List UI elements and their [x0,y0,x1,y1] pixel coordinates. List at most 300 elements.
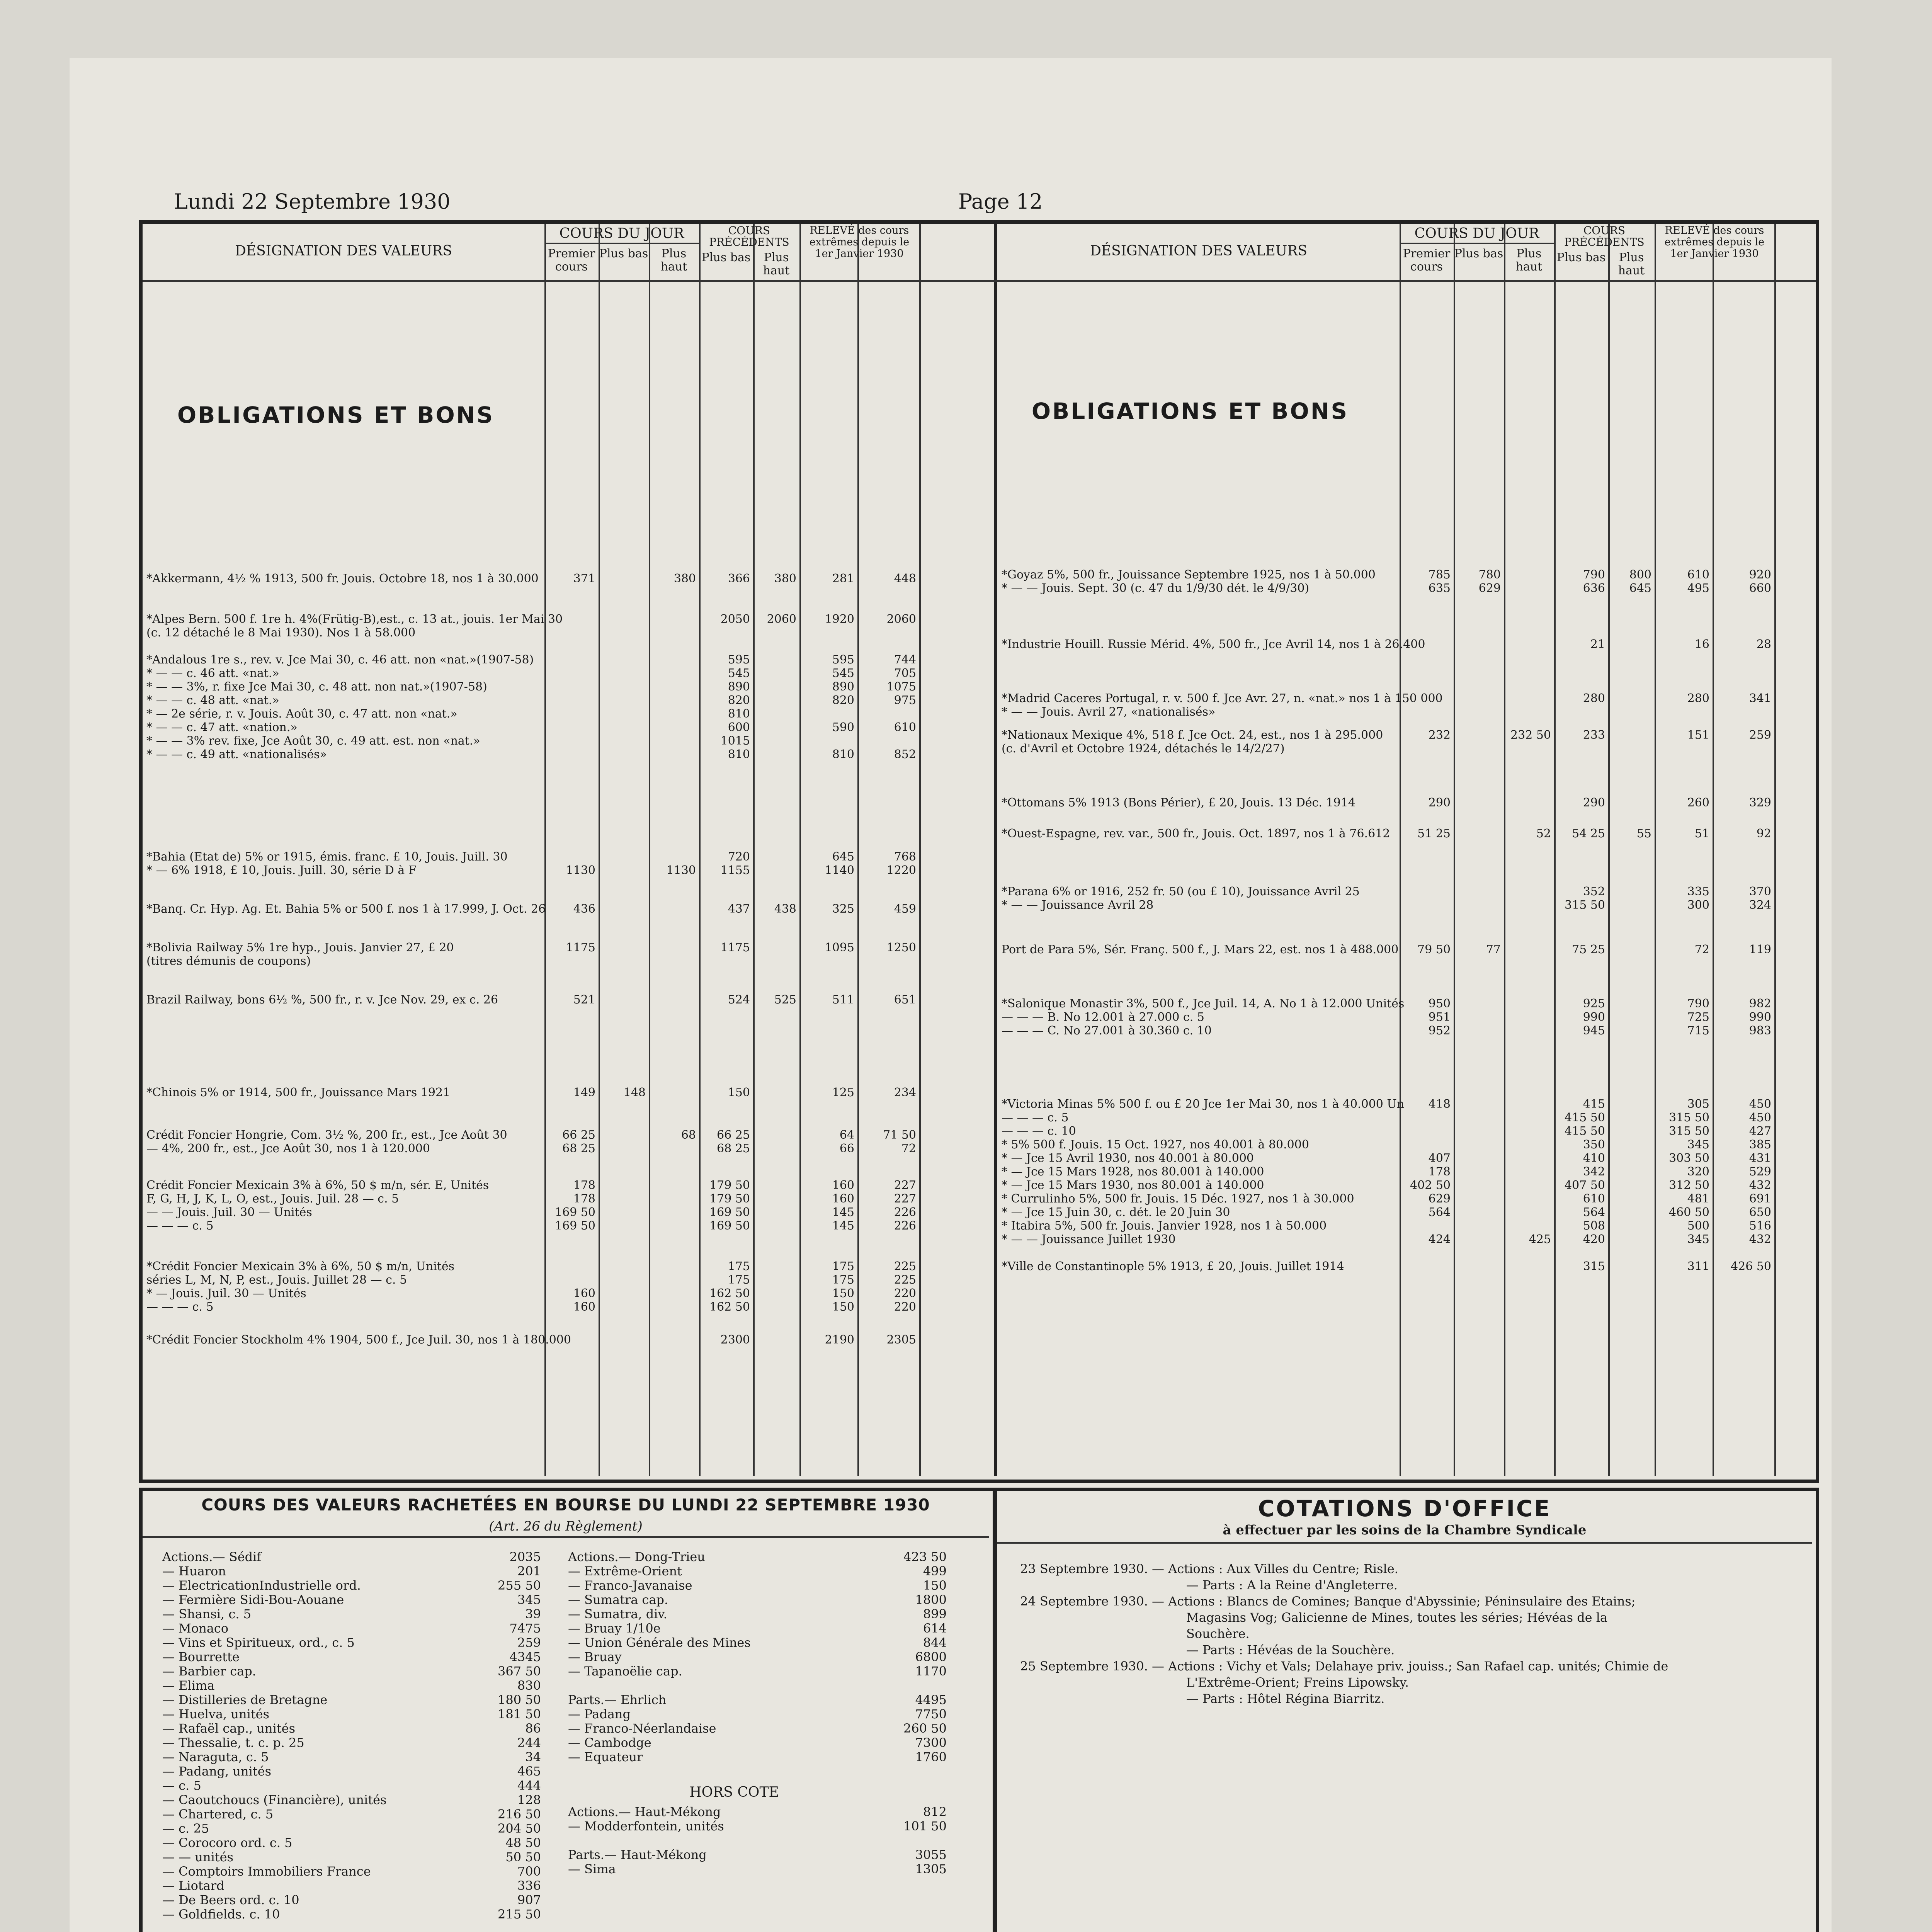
bond-value: 983 [1749,1024,1771,1037]
bond-name: * — — c. 47 att. «nation.» [146,721,298,734]
item-value: 345 [517,1592,541,1607]
bond-name: *Bolivia Railway 5% 1re hyp., Jouis. Janvier 27, £ 20 [146,941,454,954]
bond-name: — 4%, 200 fr., est., Jce Août 30, nos 1 à 120.000 [146,1142,430,1155]
bond-value: 150 [832,1300,854,1314]
bond-value: 508 [1583,1219,1605,1233]
item-value: 39 [525,1607,541,1621]
bond-row [1002,742,1770,756]
bond-value: 427 [1749,1124,1771,1138]
premier-header: Premier cours [548,247,595,274]
bond-name: * — Jce 15 Mars 1930, nos 80.001 à 140.000 [1002,1179,1264,1192]
item-label: — Equateur [568,1750,643,1764]
bond-value: 160 [832,1179,854,1192]
releve-header: RELEVÉ des cours extrêmes depuis le 1er Janvier 1930 [1664,224,1765,260]
bond-row [1002,568,1770,582]
item-value: 7300 [915,1735,947,1750]
bond-name: * — — c. 49 att. «nationalisés» [146,748,327,761]
bond-value: 925 [1583,997,1605,1010]
item-value: 844 [923,1635,947,1650]
bond-value: 890 [728,680,750,694]
bond-name: *Parana 6% or 1916, 252 fr. 50 (ou £ 10), Jouissance Avril 25 [1002,885,1360,898]
bond-name: *Ville de Constantinople 5% 1913, £ 20, Jouis. Juillet 1914 [1002,1260,1344,1273]
bond-row [146,721,915,735]
bond-value: 610 [1583,1192,1605,1206]
item-label: — Chartered, c. 5 [162,1807,274,1821]
item-label: — Naraguta, c. 5 [162,1750,269,1764]
bond-value: 2300 [720,1333,750,1347]
bond-value: 320 [1687,1165,1709,1179]
plus-haut-header: Plus haut [660,247,687,274]
bond-row [146,1086,915,1100]
bond-value: 725 [1687,1010,1709,1024]
bond-value: 160 [573,1287,595,1300]
bond-row [146,612,915,626]
item-value: 86 [525,1721,541,1736]
bond-value: 160 [573,1300,595,1314]
plus-bas-header: Plus bas [1454,247,1503,260]
item-value: 907 [517,1893,541,1907]
left-section-title: OBLIGATIONS ET BONS [177,402,495,428]
bond-name: Brazil Railway, bons 6½ %, 500 fr., r. v. Jce Nov. 29, ex c. 26 [146,993,498,1007]
bond-value: 226 [894,1206,916,1219]
bond-value: 636 [1583,582,1605,595]
bond-value: 380 [774,572,796,585]
bond-row [146,1192,915,1206]
bond-value: 341 [1749,692,1771,705]
bond-value: 227 [894,1192,916,1206]
bond-value: 1220 [886,864,916,877]
bond-value: 420 [1583,1233,1605,1246]
item-label: — Monaco [162,1621,229,1636]
bond-row [1002,1010,1770,1024]
bond-value: 72 [1694,943,1709,956]
bond-value: 226 [894,1219,916,1233]
bond-value: 820 [728,694,750,707]
bond-value: 51 25 [1417,827,1451,840]
item-label: Parts.— Ehrlich [568,1692,667,1707]
bond-value: 151 [1687,728,1709,742]
bond-name: * — Jce 15 Avril 1930, nos 40.001 à 80.000 [1002,1151,1254,1165]
bond-value: 521 [573,993,595,1007]
bond-value: 1075 [886,680,916,694]
item-label: — Caoutchoucs (Financière), unités [162,1793,387,1807]
item-value: 444 [517,1778,541,1793]
bond-value: 415 50 [1565,1111,1605,1124]
cotations-frame [994,1488,1819,1932]
item-value: 1800 [915,1592,947,1607]
bond-value: 51 [1694,827,1709,840]
bond-value: 79 50 [1417,943,1451,956]
bond-value: 418 [1428,1097,1451,1111]
bond-value: 2050 [720,612,750,626]
bond-value: 431 [1749,1151,1771,1165]
precedents-header: COURS PRÉCÉDENTS [709,224,789,248]
bond-value: 495 [1687,582,1709,595]
table-column-rule [1554,224,1556,1476]
cours-du-jour-rule [1400,243,1554,244]
item-value: 34 [525,1750,541,1764]
bond-name: * — Jce 15 Mars 1928, nos 80.001 à 140.000 [1002,1165,1264,1179]
bond-row [146,850,915,864]
item-label: — Corocoro ord. c. 5 [162,1835,293,1850]
bond-value: 160 [832,1192,854,1206]
bond-value: 790 [1583,568,1605,582]
bond-row [1002,1124,1770,1138]
cotations-title: COTATIONS D'OFFICE [1258,1495,1551,1522]
bond-value: 564 [1583,1206,1605,1219]
bond-value: 800 [1629,568,1651,582]
table-column-rule [1454,224,1455,1476]
bond-value: 545 [728,667,750,680]
bond-value: 315 [1583,1260,1605,1273]
bond-value: 290 [1428,796,1451,810]
bond-name: * — — 3% rev. fixe, Jce Août 30, c. 49 att. est. non «nat.» [146,734,480,748]
bond-row [1002,1165,1770,1179]
bond-value: 785 [1428,568,1451,582]
item-value: 4345 [509,1650,541,1664]
bond-value: 325 [832,902,854,916]
bond-value: 225 [894,1273,916,1287]
bond-value: 1175 [566,941,595,954]
bond-value: 175 [832,1260,854,1273]
bond-value: 350 [1583,1138,1605,1151]
bond-row [146,1206,915,1219]
item-label: — Elima [162,1678,215,1693]
bond-value: 162 50 [709,1300,750,1314]
item-value: 204 50 [498,1821,541,1836]
bond-value: 920 [1749,568,1771,582]
bond-value: 366 [728,572,750,585]
page-date: Lundi 22 Septembre 1930 [174,189,451,214]
bond-row [1002,728,1770,742]
item-value: 50 50 [505,1850,541,1864]
cotation-line: Souchère. [1186,1626,1250,1641]
item-value: 180 50 [498,1692,541,1707]
bond-value: 342 [1583,1165,1605,1179]
bond-value: 324 [1749,898,1771,912]
item-label: — Goldfields. c. 10 [162,1907,280,1922]
bond-value: 950 [1428,997,1451,1010]
bond-value: 220 [894,1300,916,1314]
bond-name: *Akkermann, 4½ % 1913, 500 fr. Jouis. Octobre 18, nos 1 à 30.000 [146,572,539,585]
bond-value: 169 50 [709,1219,750,1233]
item-value: 7475 [509,1621,541,1636]
bond-value: 227 [894,1179,916,1192]
item-label: — Huaron [162,1564,226,1578]
bond-value: 68 25 [562,1142,595,1155]
bond-row [146,1260,915,1274]
bond-value: 125 [832,1086,854,1099]
item-label: — Sumatra cap. [568,1592,668,1607]
cours-du-jour-header: COURS DU JOUR [1414,226,1539,242]
bond-value: 72 [901,1142,916,1155]
cotation-line: L'Extrême-Orient; Freins Lipowsky. [1186,1675,1409,1690]
bond-value: 545 [832,667,854,680]
bond-value: 2060 [886,612,916,626]
bond-row [146,1219,915,1233]
table-column-rule [1400,224,1401,1476]
bond-row [1002,1024,1770,1038]
bond-value: 450 [1749,1097,1771,1111]
bond-value: 432 [1749,1233,1771,1246]
bond-value: 511 [832,993,854,1007]
bond-value: 2305 [886,1333,916,1347]
cours-du-jour-header: COURS DU JOUR [559,226,684,242]
item-label: — Padang, unités [162,1764,272,1779]
item-value: 260 50 [903,1721,947,1736]
bond-name: *Bahia (Etat de) 5% or 1915, émis. franc. £ 10, Jouis. Juill. 30 [146,850,508,864]
bond-name: *Crédit Foncier Mexicain 3% à 6%, 50 $ m/n, Unités [146,1260,455,1273]
bond-row [146,1287,915,1301]
bond-name: *Crédit Foncier Stockholm 4% 1904, 500 f., Jce Juil. 30, nos 1 à 180.000 [146,1333,571,1347]
bond-value: 945 [1583,1024,1605,1037]
bond-row [1002,1111,1770,1125]
bond-value: 448 [894,572,916,585]
bond-value: 645 [832,850,854,864]
bond-value: 715 [1687,1024,1709,1037]
item-value: 423 50 [903,1549,947,1564]
bond-value: 169 50 [555,1219,595,1233]
bond-row [146,993,915,1007]
bond-name: *Madrid Caceres Portugal, r. v. 500 f. Jce Avr. 27, n. «nat.» nos 1 à 150 000 [1002,692,1443,705]
item-value: 259 [517,1635,541,1650]
bond-row [146,734,915,748]
bond-value: 329 [1749,796,1771,810]
bond-value: 232 50 [1510,728,1551,742]
bond-value: 744 [894,653,916,667]
item-label: — Bruay 1/10e [568,1621,661,1636]
cotation-line: Magasins Vog; Galicienne de Mines, toutes les séries; Hévéas de la [1186,1610,1608,1625]
item-label: — Modderfontein, unités [568,1819,724,1833]
item-value: 101 50 [903,1819,947,1833]
bond-value: 300 [1687,898,1709,912]
bond-value: 402 50 [1410,1179,1451,1192]
page-number: Page 12 [958,189,1043,214]
bond-row [146,1300,915,1314]
bond-name: *Salonique Monastir 3%, 500 f., Jce Juil. 14, A. No 1 à 12.000 Unités [1002,997,1405,1010]
item-label: — Comptoirs Immobiliers France [162,1864,371,1879]
bond-name: — — — c. 5 [146,1219,214,1233]
bond-name: Port de Para 5%, Sér. Franç. 500 f., J. Mars 22, est. nos 1 à 488.000 [1002,943,1399,956]
bond-value: 1095 [825,941,854,954]
bond-row [146,748,915,762]
bond-name: séries L, M, N, P, est., Jouis. Juillet 28 — c. 5 [146,1273,407,1287]
bond-row [146,707,915,721]
item-value: 812 [923,1804,947,1819]
bond-value: 280 [1687,692,1709,705]
bond-value: 66 25 [717,1128,750,1142]
bond-value: 232 [1428,728,1451,742]
rachetees-rule [143,1536,989,1538]
bond-value: 169 50 [555,1206,595,1219]
bond-name: — — — c. 5 [1002,1111,1069,1124]
bond-row [146,653,915,667]
item-value: 1305 [915,1862,947,1876]
bond-value: 179 50 [709,1179,750,1192]
bond-name: * 5% 500 f. Jouis. 15 Oct. 1927, nos 40.001 à 80.000 [1002,1138,1309,1151]
bond-value: 54 25 [1572,827,1605,840]
bond-value: 149 [573,1086,595,1099]
bond-row [146,1333,915,1347]
bond-value: 426 50 [1731,1260,1771,1273]
bond-row [146,1142,915,1156]
item-value: 215 50 [498,1907,541,1922]
bond-name: * — — 3%, r. fixe Jce Mai 30, c. 48 att. non nat.»(1907-58) [146,680,487,694]
bond-row [1002,827,1770,841]
bond-value: 459 [894,902,916,916]
bond-value: 1130 [566,864,595,877]
bond-value: 407 [1428,1151,1451,1165]
table-column-rule [1504,224,1505,1476]
bond-value: 315 50 [1565,898,1605,912]
bond-value: 220 [894,1287,916,1300]
releve-header: RELEVÉ des cours extrêmes depuis le 1er Janvier 1930 [809,224,910,260]
rachetees-subtitle: (Art. 26 du Règlement) [489,1519,643,1534]
bond-value: 178 [573,1179,595,1192]
bond-row [1002,638,1770,651]
item-value: 4495 [915,1692,947,1707]
bond-name: (c. 12 détaché le 8 Mai 1930). Nos 1 à 58.000 [146,626,416,639]
item-value: 216 50 [498,1807,541,1821]
item-label: — Sumatra, div. [568,1607,667,1621]
bond-value: 55 [1636,827,1651,840]
item-label: — Franco-Néerlandaise [568,1721,716,1736]
bond-value: 66 [839,1142,854,1155]
bond-name: *Industrie Houill. Russie Mérid. 4%, 500 fr., Jce Avril 14, nos 1 à 26.400 [1002,638,1425,651]
bond-value: 780 [1478,568,1501,582]
bond-value: 92 [1756,827,1771,840]
bond-value: 590 [832,721,854,734]
cotation-line: 24 Septembre 1930. — Actions : Blancs de Comines; Banque d'Abyssinie; Péninsulaire des Etains; [1020,1594,1636,1609]
bond-row [146,572,915,586]
rachetees-title: COURS DES VALEURS RACHETÉES EN BOURSE DU LUNDI 22 SEPTEMBRE 1930 [201,1495,930,1514]
bond-value: 595 [728,653,750,667]
bond-value: 1130 [666,864,696,877]
bond-value: 145 [832,1219,854,1233]
bond-value: 990 [1583,1010,1605,1024]
item-value: 499 [923,1564,947,1578]
item-value: 465 [517,1764,541,1779]
cours-du-jour-rule [544,243,699,244]
prec-plus-bas-header: Plus bas [1556,251,1606,264]
item-value: 899 [923,1607,947,1621]
bond-name: *Nationaux Mexique 4%, 518 f. Jce Oct. 24, est., nos 1 à 295.000 [1002,728,1383,742]
bond-value: 280 [1583,692,1605,705]
item-value: 1760 [915,1750,947,1764]
bond-value: 178 [573,1192,595,1206]
bond-value: 312 50 [1669,1179,1709,1192]
bond-value: 610 [894,721,916,734]
header-bottom-rule [143,280,1816,282]
newspaper-page [70,58,1832,1932]
bond-value: 990 [1749,1010,1771,1024]
bond-value: 150 [728,1086,750,1099]
bond-value: 370 [1749,885,1771,898]
item-value: 367 50 [498,1664,541,1679]
bond-name: * — 2e série, r. v. Jouis. Août 30, c. 47 att. non «nat.» [146,707,457,721]
bond-value: 234 [894,1086,916,1099]
item-label: — Thessalie, t. c. p. 25 [162,1735,304,1750]
bond-value: 516 [1749,1219,1771,1233]
item-label: — De Beers ord. c. 10 [162,1893,299,1907]
item-label: Actions.— Sédif [162,1549,262,1564]
bond-name: * — — Jouissance Juillet 1930 [1002,1233,1176,1246]
bond-value: 645 [1629,582,1651,595]
bond-row [1002,1260,1770,1274]
bond-name: *Andalous 1re s., rev. v. Jce Mai 30, c. 46 att. non «nat.»(1907-58) [146,653,534,667]
bond-value: 705 [894,667,916,680]
table-column-rule [1608,224,1610,1476]
bond-value: 345 [1687,1138,1709,1151]
bond-value: 975 [894,694,916,707]
bond-value: 52 [1536,827,1551,840]
bond-name: *Alpes Bern. 500 f. 1re h. 4%(Frütig-B),est., c. 13 at., jouis. 1er Mai 30 [146,612,563,626]
item-label: — Vins et Spiritueux, ord., c. 5 [162,1635,355,1650]
bond-value: 564 [1428,1206,1451,1219]
bond-row [146,1128,915,1142]
bond-value: 345 [1687,1233,1709,1246]
bond-value: 1920 [825,612,854,626]
bond-value: 450 [1749,1111,1771,1124]
bond-value: 629 [1478,582,1501,595]
bond-row [146,941,915,955]
bond-value: 720 [728,850,750,864]
bond-value: 303 50 [1669,1151,1709,1165]
bond-value: 385 [1749,1138,1771,1151]
bond-name: * — — Jouis. Avril 27, «nationalisés» [1002,705,1216,719]
bond-value: 529 [1749,1165,1771,1179]
bond-name: *Chinois 5% or 1914, 500 fr., Jouissance Mars 1921 [146,1086,451,1099]
bond-value: 437 [728,902,750,916]
cotation-line: — Parts : A la Reine d'Angleterre. [1186,1578,1398,1592]
bond-name: * Itabira 5%, 500 fr. Jouis. Janvier 1928, nos 1 à 50.000 [1002,1219,1327,1233]
item-label: — Extrême-Orient [568,1564,682,1578]
bond-value: 852 [894,748,916,761]
bond-name: (c. d'Avril et Octobre 1924, détachés le 14/2/27) [1002,742,1285,755]
bond-value: 16 [1694,638,1709,651]
bond-row [1002,885,1770,899]
bond-name: (titres démunis de coupons) [146,954,311,968]
bond-value: 281 [832,572,854,585]
plus-bas-header: Plus bas [599,247,648,260]
bond-name: * — 6% 1918, £ 10, Jouis. Juill. 30, série D à F [146,864,417,877]
bond-name: *Banq. Cr. Hyp. Ag. Et. Bahia 5% or 500 f. nos 1 à 17.999, J. Oct. 26 [146,902,546,916]
bond-row [1002,582,1770,595]
item-label: — c. 5 [162,1778,201,1793]
bond-value: 424 [1428,1233,1451,1246]
item-value: 6800 [915,1650,947,1664]
bond-name: * — — Jouissance Avril 28 [1002,898,1154,912]
bond-value: 432 [1749,1179,1771,1192]
cotation-line: 23 Septembre 1930. — Actions : Aux Villes du Centre; Risle. [1020,1561,1398,1576]
bond-value: 178 [1428,1165,1451,1179]
item-label: Actions.— Dong-Trieu [568,1549,705,1564]
item-label: Parts.— Haut-Mékong [568,1847,707,1862]
bond-name: * — — c. 46 att. «nat.» [146,667,279,680]
bond-value: 415 50 [1565,1124,1605,1138]
bond-name: Crédit Foncier Mexicain 3% à 6%, 50 $ m/n, sér. E, Unités [146,1179,489,1192]
bond-name: *Goyaz 5%, 500 fr., Jouissance Septembre 1925, nos 1 à 50.000 [1002,568,1376,582]
item-label: — c. 25 [162,1821,209,1836]
bond-value: 225 [894,1260,916,1273]
bond-row [1002,1233,1770,1247]
bond-value: 380 [673,572,696,585]
bond-name: — — — c. 5 [146,1300,214,1314]
bond-value: 524 [728,993,750,1007]
bond-value: 150 [832,1287,854,1300]
item-label: — Huelva, unités [162,1707,270,1721]
bond-row [146,680,915,694]
